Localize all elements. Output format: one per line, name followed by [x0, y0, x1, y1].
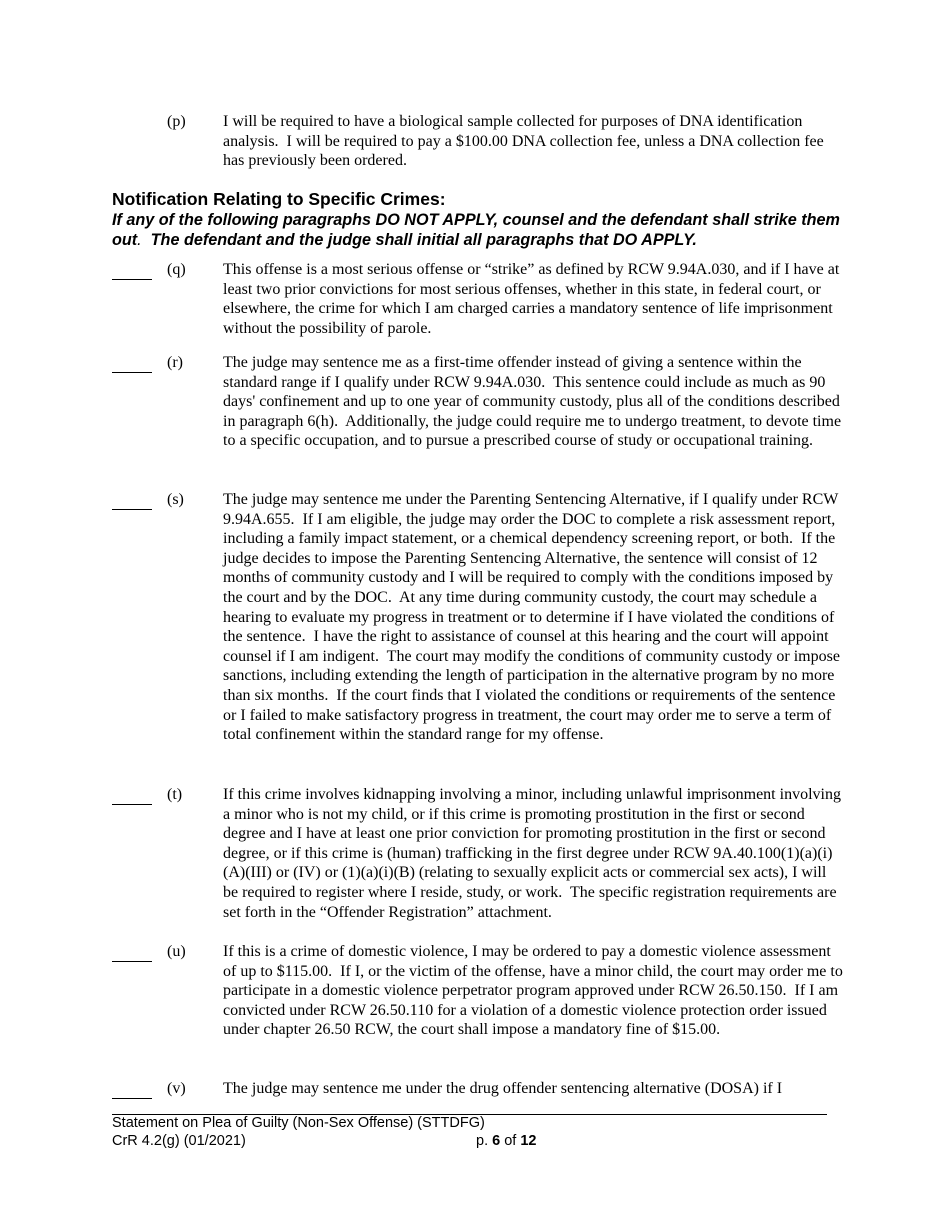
paragraph-text: The judge may sentence me under the Parenting Sentencing Alternative, if I qualify under RCW 9.94A.655. If I am eligible, the judge may order the DOC to complete a risk assessment report, including a family impact statement, or a chemical dependency screening report, or both. If the judge decides to impose the Parenting Sentencing Alternative, the sentence will consist of 12 months of community custody and I will be required to comply with the conditions imposed by the court and by the DOC. At any time during community custody, the court may schedule a hearing to evaluate my progress in treatment or to determine if I have violated the conditions of the sentence. I have the right to assistance of counsel at this hearing and the court will appoint counsel if I am indigent. The court may modify the conditions of community custody or impose sanctions, including extending the length of participation in the alternative program by no more than six months. If the court finds that I violated the conditions or requirements of the sentence or I failed to make satisfactory progress in treatment, the court may order me to serve a term of total confinement within the standard range for my offense. — [223, 491, 844, 744]
page-current: 6 — [492, 1133, 501, 1149]
paragraph-letter: (r) — [167, 354, 183, 371]
footer-form-rule: CrR 4.2(g) (01/2021) — [112, 1133, 246, 1149]
initial-blank[interactable] — [112, 961, 152, 962]
initial-blank[interactable] — [112, 279, 152, 280]
page-prefix: p. — [476, 1133, 493, 1149]
instruction-text-1: If any of the following paragraphs DO NOT APPLY, counsel and the defendant shall strike them out — [112, 211, 845, 249]
instruction-text-2: The defendant and the judge shall initial all paragraphs that DO APPLY. — [141, 231, 697, 249]
paragraph-letter: (v) — [167, 1080, 186, 1097]
paragraph-text: I will be required to have a biological sample collected for purposes of DNA identification analysis. I will be required to pay a $100.00 DNA collection fee, unless a DNA collection fee has previously been ordered. — [223, 113, 828, 170]
instruction-period: . — [137, 231, 142, 249]
paragraph-text: If this crime involves kidnapping involving a minor, including unlawful imprisonment involving a minor who is not my child, or if this crime is promoting prostitution in the first or second degree and I have at least one prior conviction for promoting prostitution in the first or second degree, or if this crime is (human) trafficking in the first degree under RCW 9A.40.100(1)(a)(i)(A)(III) or (IV) or (1)(a)(i)(B) (relating to sexually explicit acts or commercial sex acts), I will be required to register where I reside, study, or work. The specific registration requirements are set forth in the “Offender Registration” attachment. — [223, 786, 845, 921]
footer-page-number — [476, 1133, 537, 1150]
page-total: 12 — [520, 1133, 537, 1149]
paragraph-letter: (p) — [167, 113, 186, 130]
paragraph-letter: (q) — [167, 261, 186, 278]
initial-blank[interactable] — [112, 1098, 152, 1099]
paragraph-text: The judge may sentence me as a first-time offender instead of giving a sentence within the standard range if I qualify under RCW 9.94A.030. This sentence could include as much as 90 days' confinement and up to one year of community custody, plus all of the conditions described in paragraph 6(h). Additionally, the judge could require me to undergo treatment, to devote time to a specific occupation, and to pursue a prescribed course of study or occupational training. — [223, 354, 846, 450]
paragraph-text: The judge may sentence me under the drug offender sentencing alternative (DOSA) if I — [223, 1080, 783, 1097]
section-heading: Notification Relating to Specific Crimes: — [112, 189, 446, 209]
paragraph-text: If this is a crime of domestic violence, I may be ordered to pay a domestic violence assessment of up to $115.00. If I, or the victim of the offense, have a minor child, the court may order me to participate in a domestic violence perpetrator program approved under RCW 26.50.150. If I am convicted under RCW 26.50.110 for a violation of a domestic violence protection order issued under chapter 26.50 RCW, the court shall impose a mandatory fine of $15.00. — [223, 943, 847, 1039]
section-instruction — [112, 210, 852, 250]
initial-blank[interactable] — [112, 804, 152, 805]
footer-form-title: Statement on Plea of Guilty (Non-Sex Offense) (STTDFG) — [112, 1115, 485, 1131]
initial-blank[interactable] — [112, 372, 152, 373]
page-of: of — [500, 1133, 521, 1149]
paragraph-text: This offense is a most serious offense or “strike” as defined by RCW 9.94A.030, and if I have at least two prior convictions for most serious offenses, whether in this state, in federal court, or elsewhere, the crime for which I am charged carries a mandatory sentence of life imprisonment without the possibility of parole. — [223, 261, 844, 337]
paragraph-letter: (t) — [167, 786, 183, 803]
paragraph-letter: (u) — [167, 943, 186, 960]
initial-blank[interactable] — [112, 509, 152, 510]
paragraph-letter: (s) — [167, 491, 184, 508]
